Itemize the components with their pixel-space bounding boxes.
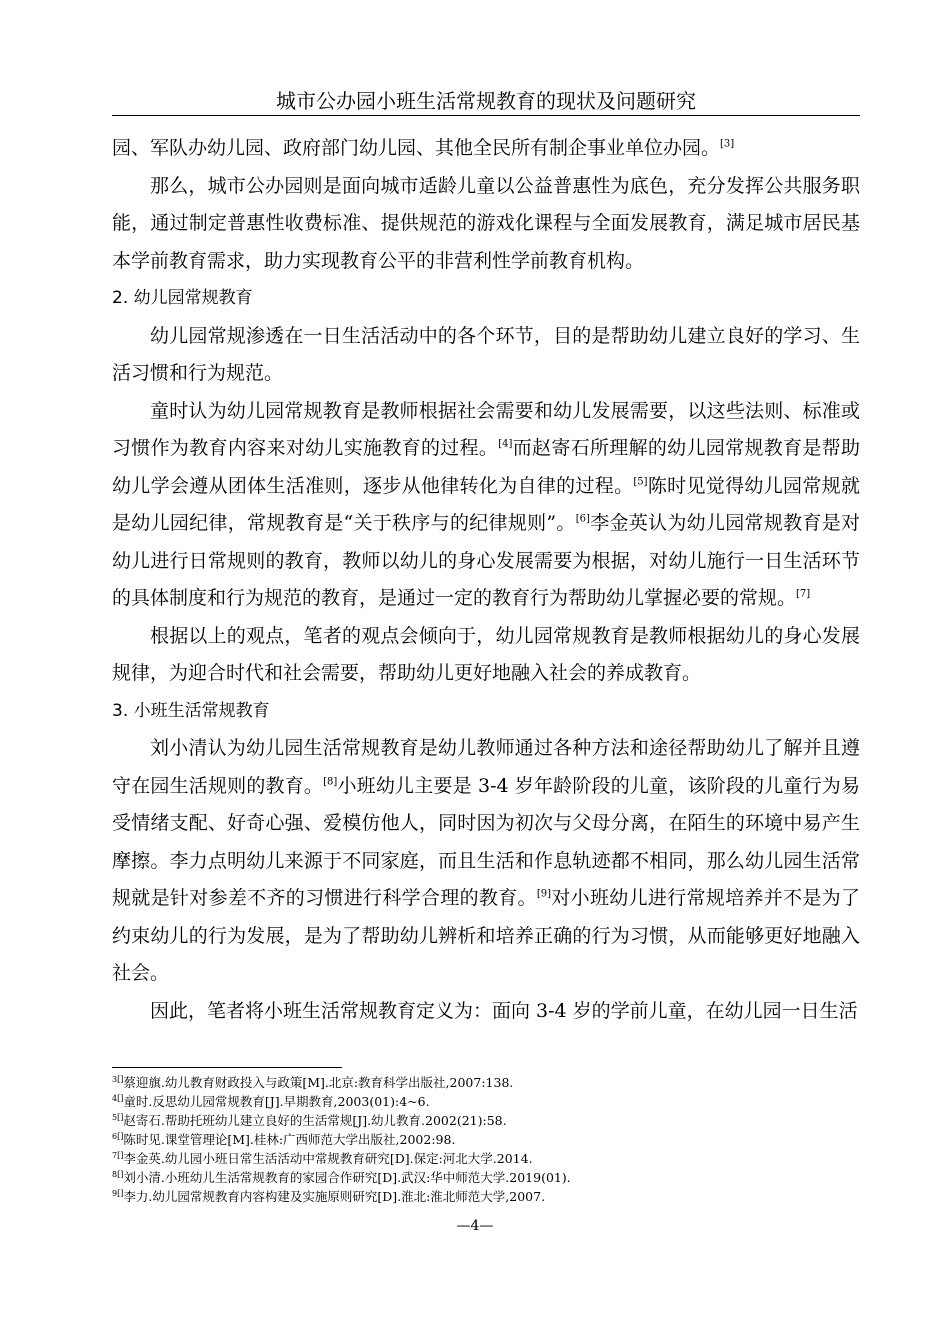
paragraph-text: 陈时见觉得幼儿园常规就是幼儿园纪律，常规教育是“关于秩序与的纪律规则”。 — [112, 474, 860, 534]
section-heading: 3. 小班生活常规教育 — [112, 700, 270, 721]
paragraph — [112, 730, 860, 993]
citation-ref: [5] — [633, 476, 648, 488]
paragraph-text: 小班幼儿主要是 3-4 岁年龄阶段的儿童，该阶段的儿童行为易受情绪支配、好奇心强、爱模仿他人，同时因为初次与父母分离，在陌生的环境中易产生摩擦。李力点明幼儿来源于不同家庭，而且生活和作息轨迹都不相同，那么幼儿园生活常规就是针对参差不齐的习惯进行科学合理的教育。 — [112, 774, 860, 909]
citation-ref: [3] — [720, 138, 735, 150]
footnote — [112, 1111, 860, 1130]
paragraph — [112, 393, 860, 618]
footnotes — [112, 1073, 860, 1206]
section-heading: 2. 幼儿园常规教育 — [112, 288, 253, 308]
footnote-mark: 5[] — [112, 1112, 124, 1122]
footnote-mark: 4[] — [112, 1093, 124, 1103]
running-title: 城市公办园小班生活常规教育的现状及问题研究 — [276, 89, 696, 113]
footnote-text: 童时.反思幼儿园常规教育[J].早期教育,2003(01):4~6. — [123, 1094, 430, 1109]
footnote — [112, 1073, 860, 1092]
footnote — [112, 1149, 860, 1168]
footnote-mark: 7[] — [112, 1150, 124, 1160]
paragraph: 幼儿园常规渗透在一日生活活动中的各个环节，目的是帮助幼儿建立良好的学习、生活习惯和行为规范。 — [112, 324, 860, 384]
citation-ref: [4] — [498, 438, 513, 450]
footnote-text: 陈时见.课堂管理论[M].桂林:广西师范大学出版社,2002:98. — [123, 1132, 456, 1147]
footnote-text: 赵寄石.帮助托班幼儿建立良好的生活常规[J].幼儿教育.2002(21):58. — [123, 1113, 507, 1128]
paragraph-text: 对小班幼儿进行常规培养并不是为了约束幼儿的行为发展，是为了帮助幼儿辨析和培养正确的行为习惯，从而能够更好地融入社会。 — [112, 887, 860, 984]
footnote — [112, 1187, 860, 1206]
page-number: —4— — [456, 1218, 494, 1234]
footnote — [112, 1130, 860, 1149]
footnote — [112, 1092, 860, 1111]
citation-ref: [9] — [536, 888, 552, 900]
footnote-text: 李力.幼儿园常规教育内容构建及实施原则研究[D].淮北:淮北师范大学,2007. — [123, 1189, 546, 1204]
footnote-text: 蔡迎旗.幼儿教育财政投入与政策[M].北京:教育科学出版社,2007:138. — [123, 1075, 514, 1090]
footnote-text: 刘小清.小班幼儿生活常规教育的家园合作研究[D].武汉:华中师范大学.2019(01). — [123, 1170, 571, 1185]
footnote-divider — [112, 1067, 342, 1068]
footnote-mark: 8[] — [112, 1169, 124, 1179]
body-text — [112, 130, 860, 1030]
paragraph-text: 李金英认为幼儿园常规教育是对幼儿进行日常规则的教育，教师以幼儿的身心发展需要为根据，对幼儿施行一日生活环节的具体制度和行为规范的教育，是通过一定的教育行为帮助幼儿掌握必要的常规。 — [112, 512, 860, 609]
citation-ref: [6] — [575, 513, 590, 525]
footnote-mark: 3[] — [112, 1074, 124, 1084]
paragraph: 因此，笔者将小班生活常规教育定义为：面向 3-4 岁的学前儿童，在幼儿园一日生活 — [150, 999, 858, 1022]
paragraph-text: 而赵寄石所理解的幼儿园常规教育是帮助幼儿学会遵从团体生活准则，逐步从他律转化为自律的过程。 — [112, 437, 860, 497]
paragraph-text: 童时认为幼儿园常规教育是教师根据社会需要和幼儿发展需要，以这些法则、标准或习惯作为教育内容来对幼儿实施教育的过程。 — [112, 399, 860, 459]
paragraph-text: 园、军队办幼儿园、政府部门幼儿园、其他全民所有制企事业单位办园。 — [112, 137, 721, 159]
citation-ref: [7] — [796, 588, 811, 600]
paragraph: 那么，城市公办园则是面向城市适龄儿童以公益普惠性为底色，充分发挥公共服务职能，通过制定普惠性收费标准、提供规范的游戏化课程与全面发展教育，满足城市居民基本学前教育需求，助力实现教育公平的非营利性学前教育机构。 — [112, 174, 860, 272]
footnote-mark: 6[] — [112, 1131, 124, 1141]
citation-ref: [8] — [323, 776, 338, 788]
footnote — [112, 1168, 860, 1187]
paragraph — [112, 130, 860, 168]
footnote-mark: 9[] — [112, 1188, 124, 1198]
footnote-text: 李金英.幼儿园小班日常生活活动中常规教育研究[D].保定:河北大学.2014. — [123, 1151, 533, 1166]
paragraph: 根据以上的观点，笔者的观点会倾向于，幼儿园常规教育是教师根据幼儿的身心发展规律，为迎合时代和社会需要，帮助幼儿更好地融入社会的养成教育。 — [112, 624, 860, 684]
page-header — [112, 90, 860, 116]
paragraph-text: 刘小清认为幼儿园生活常规教育是幼儿教师通过各种方法和途径帮助幼儿了解并且遵守在园生活规则的教育。 — [112, 737, 860, 797]
